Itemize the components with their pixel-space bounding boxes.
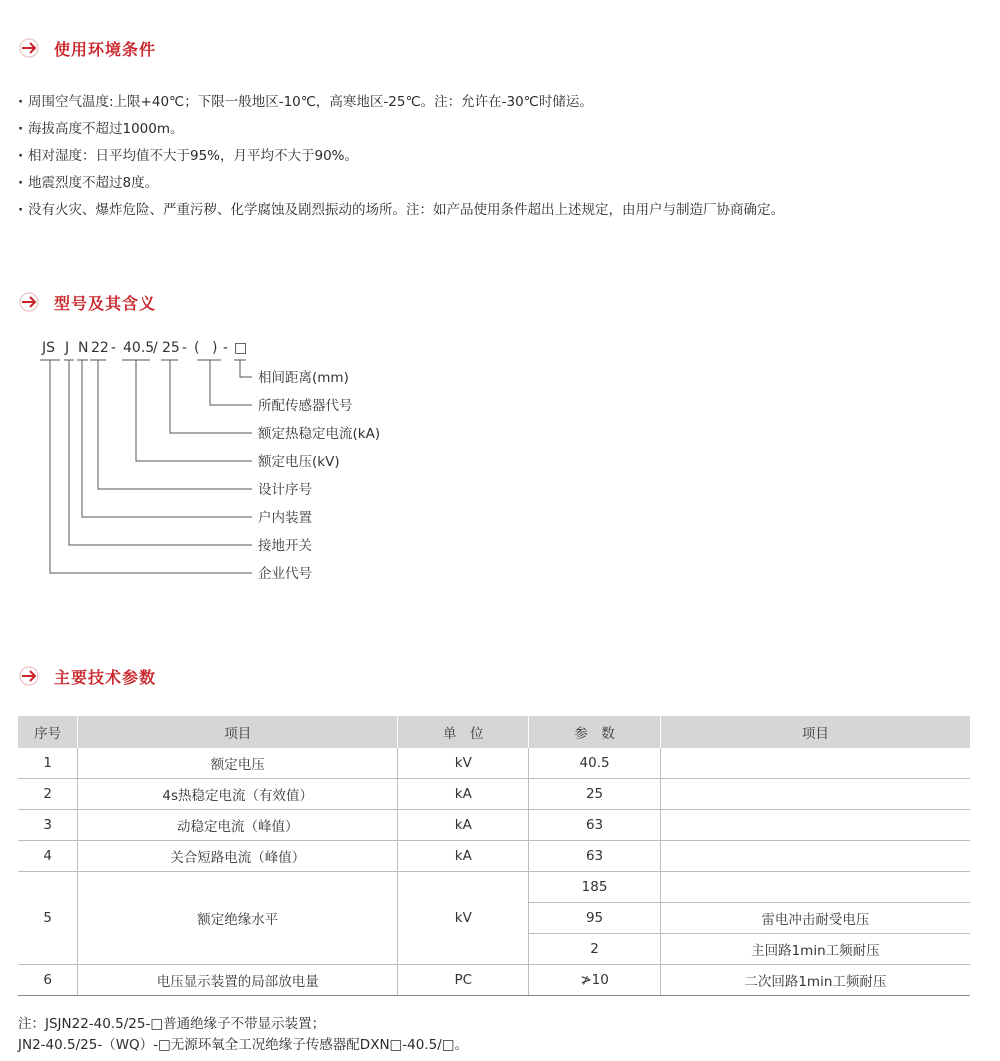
meaning-label: 额定电压(kV) bbox=[258, 454, 340, 470]
cell-value: 63 bbox=[529, 810, 660, 841]
list-item: · 周围空气温度:上限+40℃；下限一般地区-10℃，高寒地区-25℃。注：允许在-30℃时储运。 bbox=[18, 89, 784, 116]
tech-params-table bbox=[18, 716, 970, 996]
arrow-right-circle-icon bbox=[18, 291, 40, 313]
table-row bbox=[18, 748, 970, 779]
cell-value: 25 bbox=[529, 779, 660, 810]
cell-unit: kA bbox=[398, 841, 529, 872]
cell-value: 40.5 bbox=[529, 748, 660, 779]
cell-item: 4s热稳定电流（有效值） bbox=[78, 779, 398, 810]
cell-value: ≯10 bbox=[529, 965, 660, 996]
cell-note bbox=[660, 841, 970, 872]
list-item: · 海拔高度不超过1000m。 bbox=[18, 116, 784, 143]
cell-item: 动稳定电流（峰值） bbox=[78, 810, 398, 841]
section-title: 使用环境条件 bbox=[54, 39, 157, 59]
cell-item: 关合短路电流（峰值） bbox=[78, 841, 398, 872]
table-header-row bbox=[18, 716, 970, 748]
header-note: 项目 bbox=[660, 716, 970, 748]
code-part: / bbox=[153, 340, 158, 356]
code-part: 22 bbox=[91, 340, 109, 356]
cell-note bbox=[660, 748, 970, 779]
meaning-label: 接地开关 bbox=[258, 538, 312, 554]
cell-item: 电压显示装置的局部放电量 bbox=[78, 965, 398, 996]
header-value: 参 数 bbox=[529, 716, 660, 748]
code-part: - bbox=[182, 340, 188, 356]
cell-no-empty bbox=[18, 872, 78, 903]
cell-item: 额定绝缘水平 bbox=[78, 872, 398, 965]
cell-unit: PC bbox=[398, 965, 529, 996]
note-line: JN2-40.5/25-（WQ）-□无源环氧全工况绝缘子传感器配DXN□-40.5/□。 bbox=[18, 1037, 469, 1053]
cell-unit: kA bbox=[398, 810, 529, 841]
header-unit: 单 位 bbox=[398, 716, 529, 748]
section-title: 主要技术参数 bbox=[54, 667, 157, 687]
code-part: 25 bbox=[162, 340, 180, 356]
table-row bbox=[18, 810, 970, 841]
cell-note bbox=[660, 810, 970, 841]
cell-value: 2 bbox=[529, 934, 660, 965]
cell-no: 4 bbox=[18, 841, 78, 872]
cell-unit: kV bbox=[398, 872, 529, 965]
env-condition-list bbox=[18, 89, 784, 224]
code-part: - bbox=[111, 340, 117, 356]
code-part: 40.5 bbox=[123, 340, 155, 356]
cell-no-empty bbox=[18, 934, 78, 965]
cell-no: 3 bbox=[18, 810, 78, 841]
list-item: · 地震烈度不超过8度。 bbox=[18, 170, 784, 197]
arrow-right-circle-icon bbox=[18, 665, 40, 687]
table-row bbox=[18, 841, 970, 872]
cell-note bbox=[660, 872, 970, 903]
cell-no: 2 bbox=[18, 779, 78, 810]
arrow-right-circle-icon bbox=[18, 37, 40, 59]
section-model-header bbox=[18, 290, 156, 314]
cell-value: 185 bbox=[529, 872, 660, 903]
meaning-label: 所配传感器代号 bbox=[258, 398, 353, 414]
cell-no: 1 bbox=[18, 748, 78, 779]
meaning-label: 额定热稳定电流(kA) bbox=[258, 426, 381, 442]
code-part: □ bbox=[234, 340, 248, 356]
section-title: 型号及其含义 bbox=[54, 293, 157, 313]
meaning-label: 设计序号 bbox=[258, 482, 312, 498]
code-part: J bbox=[65, 340, 70, 356]
list-item: · 没有火灾、爆炸危险、严重污秽、化学腐蚀及剧烈振动的场所。注：如产品使用条件超出上述规定，由用户与制造厂协商确定。 bbox=[18, 197, 784, 224]
model-code-diagram bbox=[30, 332, 450, 592]
code-part: - bbox=[223, 340, 229, 356]
cell-no: 5 bbox=[18, 903, 78, 934]
code-part: JS bbox=[42, 340, 56, 356]
code-part: ( bbox=[194, 340, 200, 356]
cell-value: 63 bbox=[529, 841, 660, 872]
cell-note bbox=[660, 779, 970, 810]
cell-note: 二次回路1min工频耐压 bbox=[660, 965, 970, 996]
cell-unit: kV bbox=[398, 748, 529, 779]
cell-no: 6 bbox=[18, 965, 78, 996]
table-row bbox=[18, 872, 970, 903]
code-part: ) bbox=[212, 340, 218, 356]
header-no: 序号 bbox=[18, 716, 78, 748]
cell-note: 雷电冲击耐受电压 bbox=[660, 903, 970, 934]
cell-note: 主回路1min工频耐压 bbox=[660, 934, 970, 965]
note-line: 注：JSJN22-40.5/25-□普通绝缘子不带显示装置； bbox=[18, 1016, 326, 1032]
cell-unit: kA bbox=[398, 779, 529, 810]
cell-item: 额定电压 bbox=[78, 748, 398, 779]
table-row bbox=[18, 779, 970, 810]
table-row bbox=[18, 965, 970, 996]
code-part: N bbox=[78, 340, 89, 356]
cell-value: 95 bbox=[529, 903, 660, 934]
meaning-label: 户内装置 bbox=[258, 510, 312, 526]
table-notes bbox=[18, 1014, 468, 1056]
meaning-label: 企业代号 bbox=[258, 566, 312, 582]
list-item: · 相对湿度：日平均值不大于95%，月平均不大于90%。 bbox=[18, 143, 784, 170]
meaning-label: 相间距离(mm) bbox=[258, 370, 349, 386]
section-env-header bbox=[18, 36, 156, 60]
header-item: 项目 bbox=[78, 716, 398, 748]
section-tech-header bbox=[18, 664, 156, 688]
